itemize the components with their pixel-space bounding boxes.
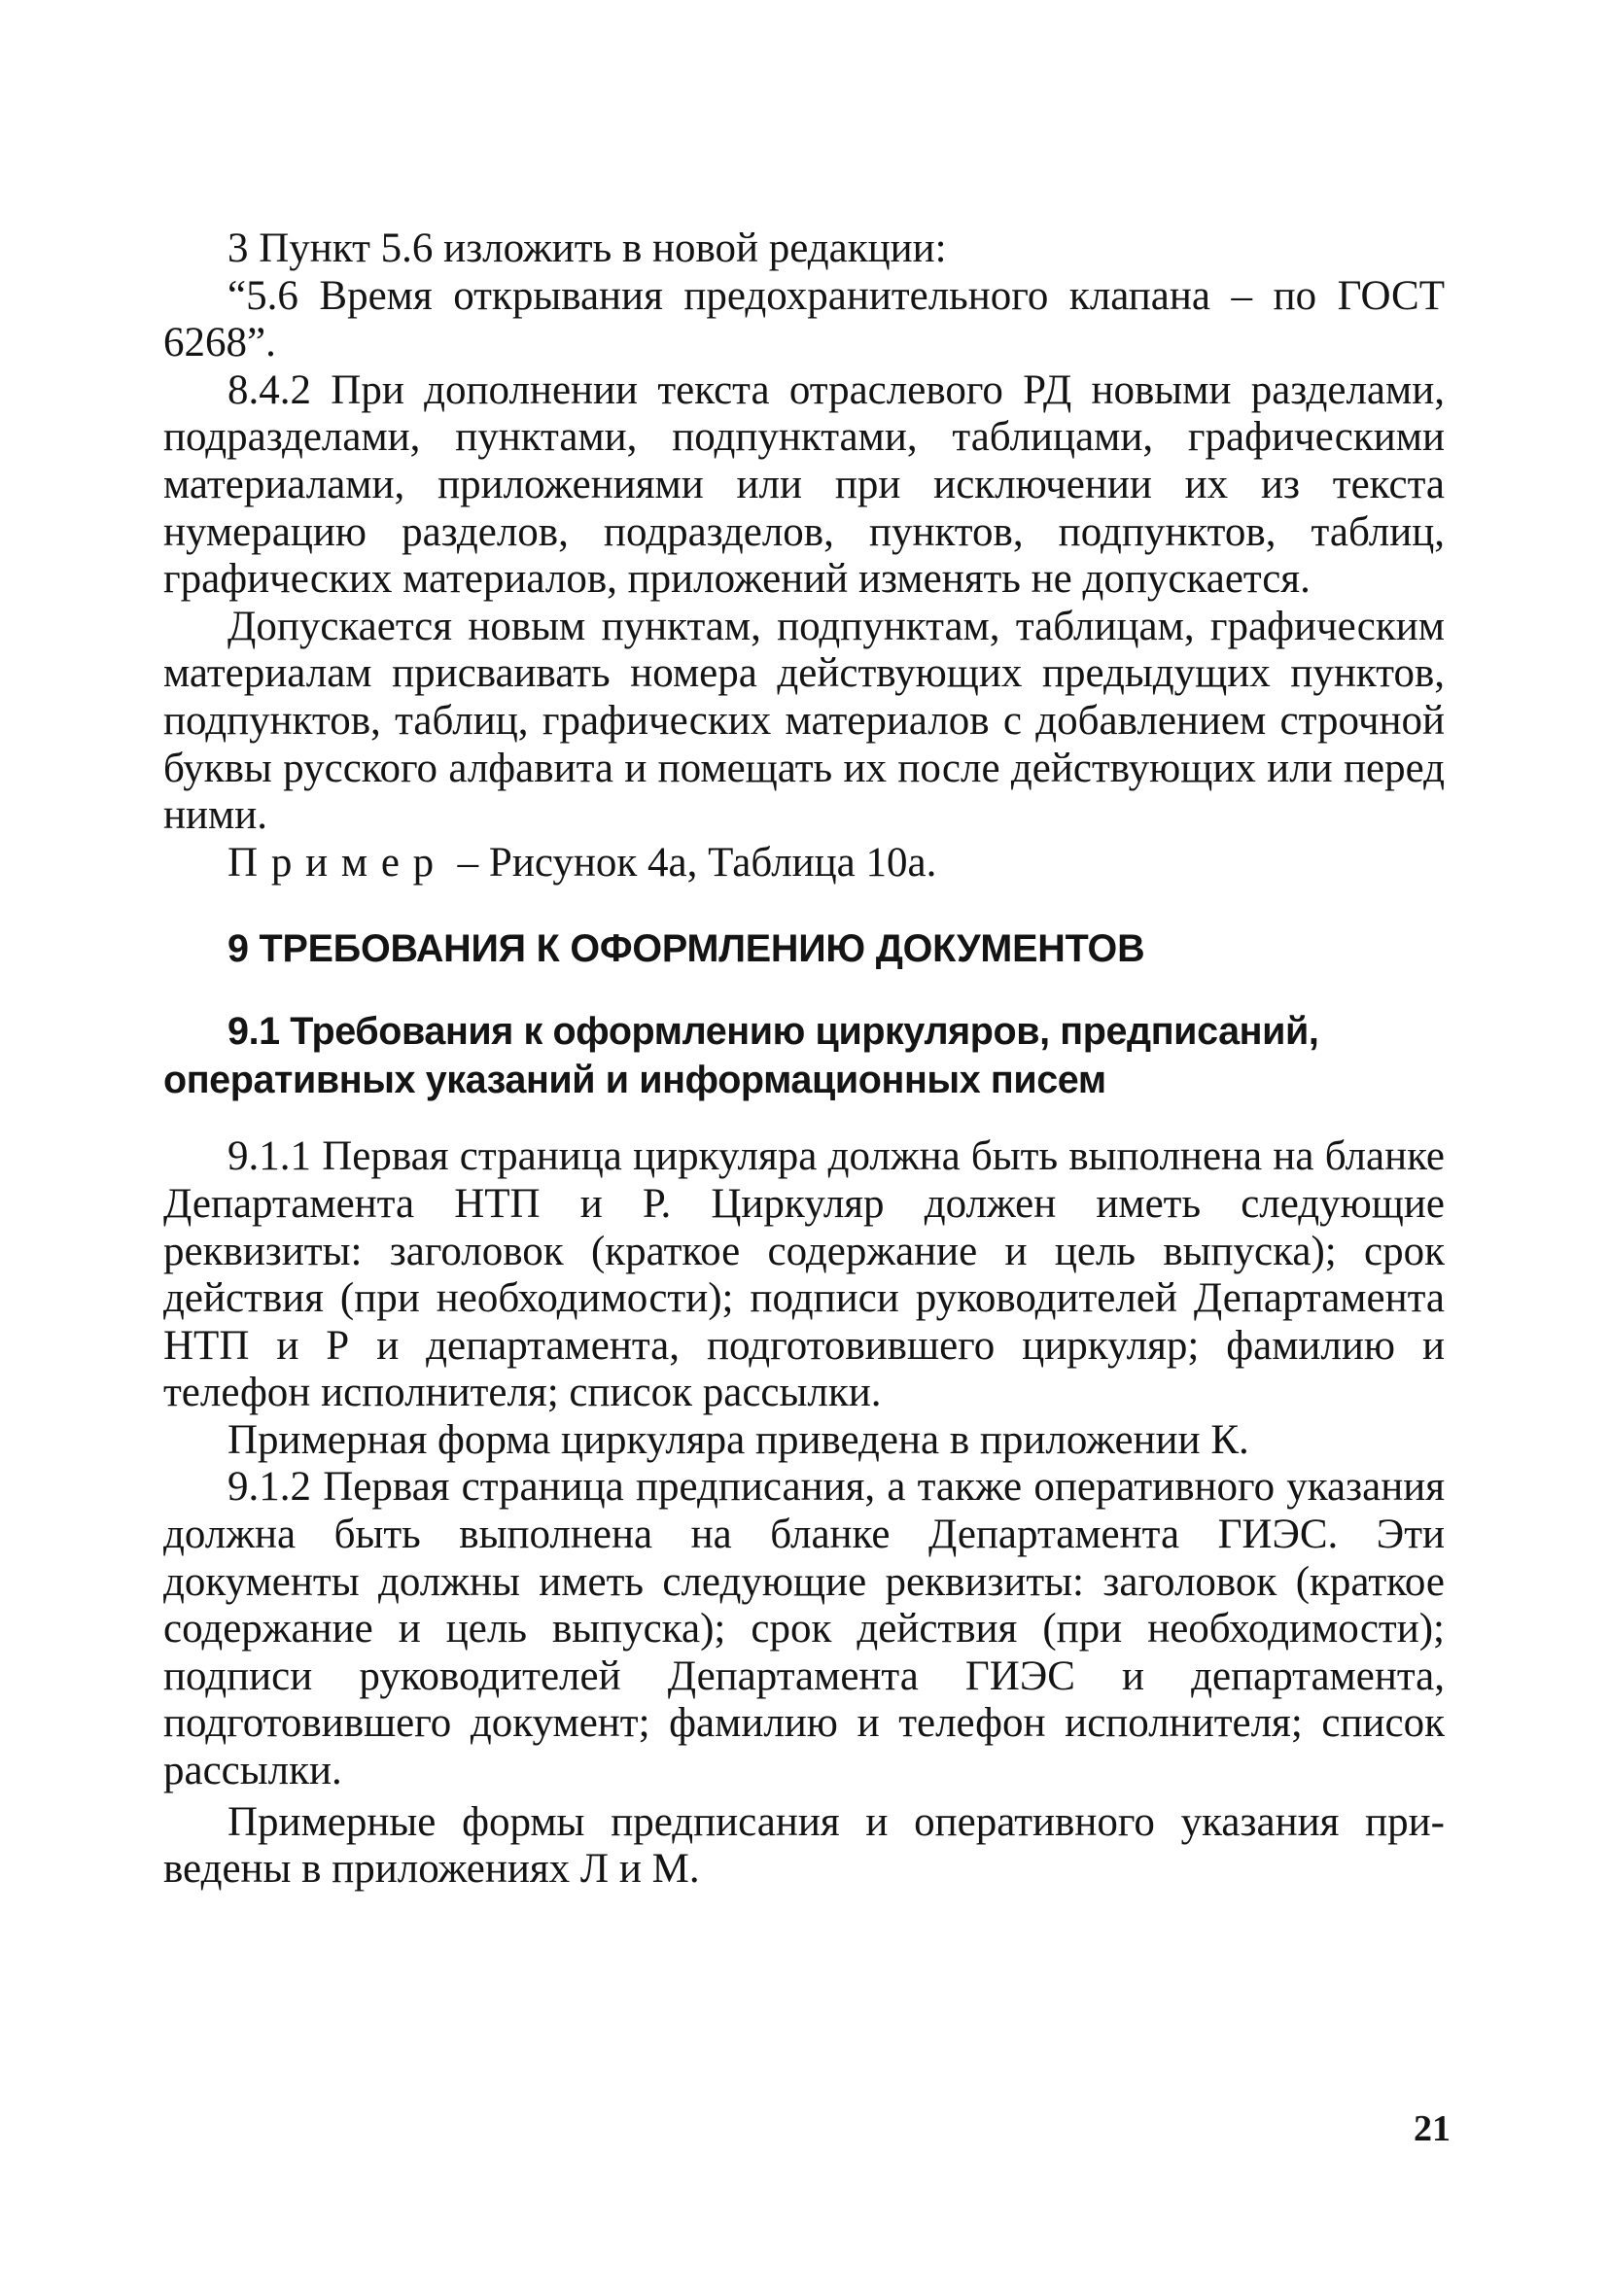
clause-8-4-2: 8.4.2 При дополнении текста отраслевого РД новыми разделами, подразделами, пунктами, подпунктами, таблицами, графическими материалами, приложениями или при исключении их из текста нумерацию разделов, подразделов, пунктов, подпунктов, таблиц, графических материалов, приложений изменять не допускается. bbox=[163, 366, 1445, 603]
amendment-item-3: 3 Пункт 5.6 изложить в новой редакции: bbox=[227, 226, 947, 271]
example-line bbox=[163, 840, 1445, 887]
clause-9-1-2: 9.1.2 Первая страница предписания, а также оперативного указания должна быть выполнена на бланке Департамента ГИЭС. Эти документы должны иметь следующие реквизиты: заголовок (краткое содержание и цель выпуска); срок действия (при необходимости); подписи руководителей Департамента ГИЭС и департамента, подготовившего документ; фамилию и телефон исполнителя; список рассылки. bbox=[163, 1464, 1445, 1794]
subsection-heading-9-1 bbox=[163, 1007, 1445, 1104]
example-text: – Рисунок 4а, Таблица 10а. bbox=[446, 839, 937, 886]
subsection-heading-line-2: оперативных указаний и информационных писем bbox=[163, 1059, 1106, 1102]
example-label: Пример bbox=[227, 839, 447, 886]
section-heading-9: 9 ТРЕБОВАНИЯ К ОФОРМЛЕНИЮ ДОКУМЕНТОВ bbox=[227, 927, 1145, 971]
clause-8-4-2-continuation: Допускается новым пунктам, подпунктам, таблицам, графическим материалам присваивать номера действующих предыдущих пунктов, подпунктов, таблиц, графических материалов с добавлением строчной буквы русского алфавита и помещать их после действующих или перед ними. bbox=[163, 603, 1445, 839]
page-number: 21 bbox=[1414, 2108, 1451, 2149]
clause-9-1-1: 9.1.1 Первая страница циркуляра должна быть выполнена на бланке Департамента НТП и Р. Циркуляр должен иметь следующие реквизиты: заголовок (краткое содержание и цель выпуска); срок действия (при необходимости); подписи руководителей Департамента НТП и Р и департамента, подготовившего циркуляр; фамилию и телефон исполнителя; список рассылки. bbox=[163, 1133, 1445, 1416]
amendment-quote: “5.6 Время открывания предохранительного клапана – по ГОСТ 6268”. bbox=[163, 272, 1445, 366]
clause-9-1-2-note: Примерные формы предписания и оперативного указания приведены в приложениях Л и М. bbox=[163, 1798, 1445, 1893]
clause-9-1-1-note: Примерная форма циркуляра приведена в приложении К. bbox=[227, 1416, 1249, 1463]
page-body bbox=[163, 226, 1445, 1894]
subsection-heading-line-1: 9.1 Требования к оформлению циркуляров, предписаний, bbox=[227, 1010, 1319, 1054]
